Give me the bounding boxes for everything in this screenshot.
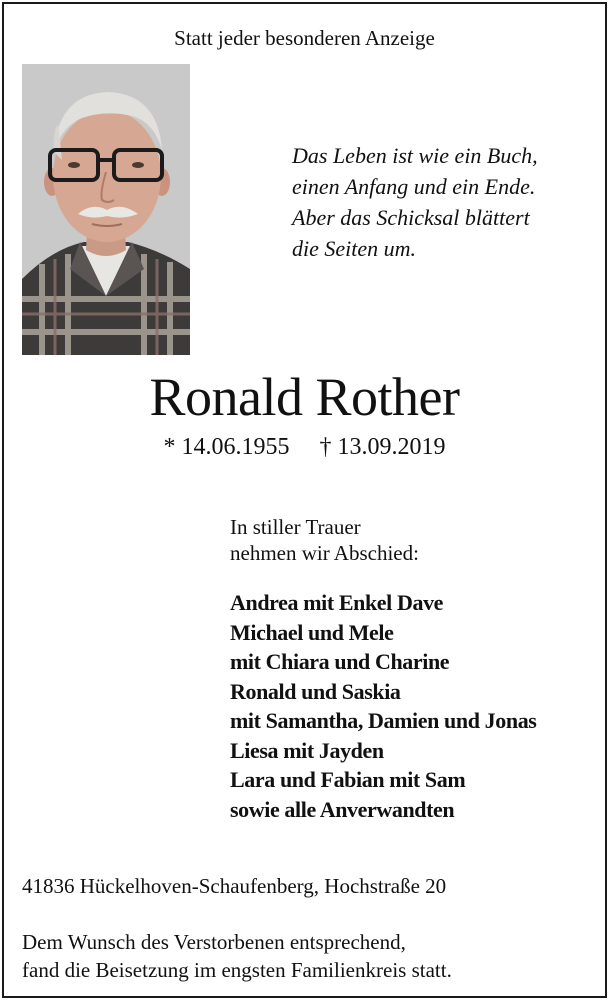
portrait-photo — [22, 64, 190, 355]
family-line: sowie alle Anverwandten — [230, 796, 455, 822]
family-line: mit Chiara und Charine — [230, 649, 450, 674]
quote-line: die Seiten um. — [292, 236, 417, 261]
family-line: Lara und Fabian mit Sam — [230, 767, 466, 792]
portrait-illustration — [22, 64, 190, 355]
family-list — [230, 588, 536, 824]
birth-date: * 14.06.1955 — [163, 434, 290, 460]
notice-header: Statt jeder besonderen Anzeige — [174, 26, 435, 50]
obituary-notice — [2, 2, 607, 998]
family-line: Liesa mit Jayden — [230, 737, 384, 763]
quote-line: Aber das Schicksal blättert — [292, 205, 530, 230]
family-line: mit Samantha, Damien und Jonas — [230, 708, 537, 733]
family-line: Michael und Mele — [230, 619, 394, 645]
quote-line: einen Anfang und ein Ende. — [292, 174, 536, 199]
mourning-line: nehmen wir Abschied: — [230, 541, 419, 565]
deceased-name: Ronald Rother — [149, 367, 460, 427]
quote — [292, 140, 538, 264]
closing-line: Dem Wunsch des Verstorbenen entsprechend, — [22, 930, 406, 954]
life-dates — [4, 434, 605, 461]
death-date: † 13.09.2019 — [319, 434, 446, 460]
family-line: Andrea mit Enkel Dave — [230, 590, 444, 615]
mourning-line: In stiller Trauer — [230, 515, 361, 539]
family-line: Ronald und Saskia — [230, 678, 401, 704]
closing-text — [22, 928, 452, 984]
mourning-text — [230, 514, 419, 566]
closing-line: fand die Beisetzung im engsten Familienkreis statt. — [22, 958, 452, 982]
address: 41836 Hückelhoven-Schaufenberg, Hochstraße 20 — [22, 874, 447, 898]
quote-line: Das Leben ist wie ein Buch, — [292, 143, 538, 168]
